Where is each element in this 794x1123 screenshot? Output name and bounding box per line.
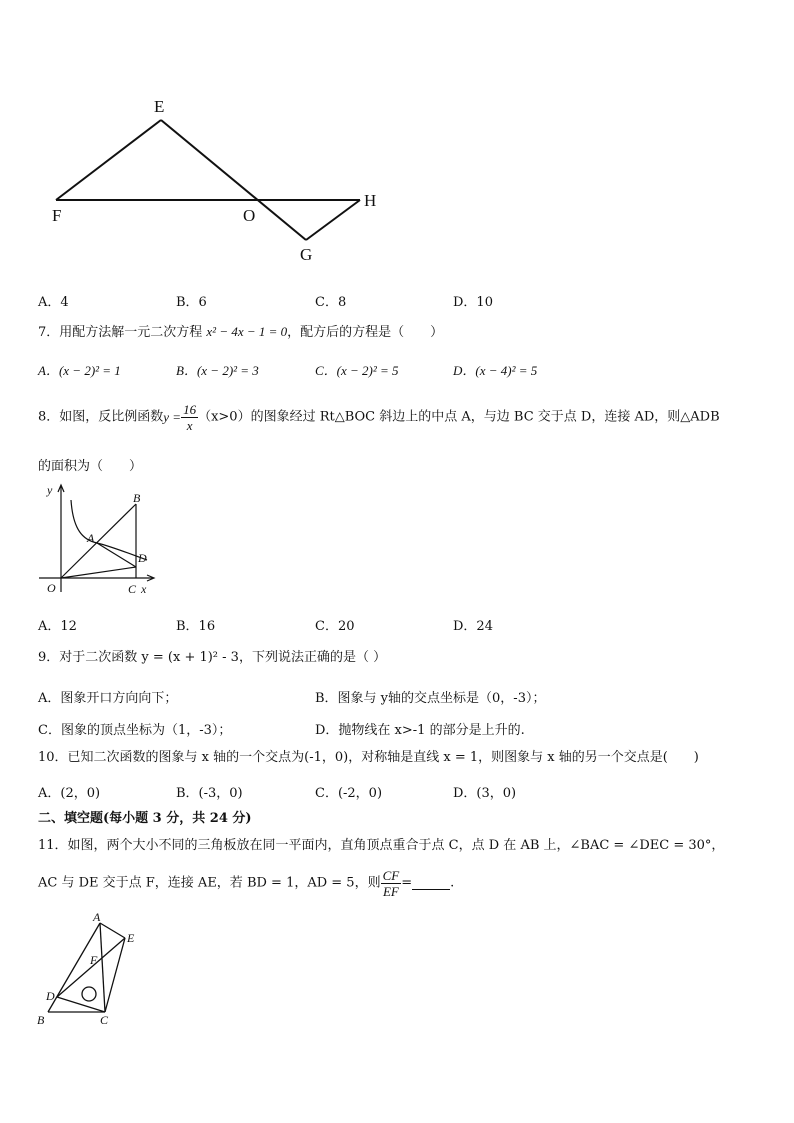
q6-option-a[interactable]: A．4	[38, 295, 69, 310]
label-x: x	[141, 582, 147, 596]
label-a: A	[87, 531, 95, 545]
label-o: O	[243, 206, 256, 225]
label-d: D	[138, 551, 147, 565]
q10-option-d[interactable]: D．(3，0)	[453, 786, 517, 801]
label-c: C	[128, 582, 137, 596]
q7-equation: x² − 4x − 1 = 0	[206, 324, 288, 339]
label-h: H	[364, 191, 377, 210]
q8-option-b[interactable]: B．16	[176, 619, 216, 634]
label-d: D	[46, 989, 55, 1003]
q8-stem: 8．如图，反比例函数y = $\frac{16}{x}$ （x>0）的图象经过 Rt△BOC 斜边上的中点 A，与边 BC 交于点 D，连接 AD，则△ADB	[38, 402, 720, 433]
label-o: O	[47, 581, 56, 595]
figure-q8	[35, 480, 160, 598]
label-b: B	[37, 1013, 45, 1027]
q8-option-c[interactable]: C．20	[315, 619, 355, 634]
segment-fe	[56, 120, 161, 200]
q7-option-a[interactable]: A．(x − 2)² = 1	[38, 363, 121, 378]
segment-de	[57, 938, 125, 997]
q7-option-d[interactable]: D．(x − 4)² = 5	[453, 363, 538, 378]
segment-ad	[97, 543, 136, 567]
label-a: A	[93, 910, 101, 924]
label-e: E	[154, 97, 165, 116]
segment-hg	[306, 200, 360, 240]
segment-ae	[100, 923, 125, 938]
segment-ab	[48, 923, 100, 1012]
q9-option-c[interactable]: C．图象的顶点坐标为（1，-3）；	[38, 723, 232, 738]
q6-option-b[interactable]: B．6	[176, 295, 207, 310]
q9-stem: 9．对于二次函数 y = (x + 1)² - 3，下列说法正确的是（ ）	[38, 650, 387, 665]
segment-dc	[57, 997, 105, 1012]
q11-stem: 11．如图，两个大小不同的三角板放在同一平面内，直角顶点重合于点 C，点 D 在 AB 上，∠BAC = ∠DEC = 30°，	[38, 838, 725, 853]
segment-ob	[61, 504, 136, 578]
q6-option-c[interactable]: C．8	[315, 295, 347, 310]
segment-eg	[161, 120, 306, 240]
q7-stem: 7．用配方法解一元二次方程 x² − 4x − 1 = 0，配方后的方程是（ ）	[38, 324, 444, 340]
q9-option-d[interactable]: D．抛物线在 x>-1 的部分是上升的.	[315, 723, 525, 738]
q7-option-c[interactable]: C．(x − 2)² = 5	[315, 363, 399, 378]
label-f: F	[52, 206, 62, 225]
q9-option-a[interactable]: A．图象开口方向向下；	[38, 691, 178, 706]
label-g: G	[300, 245, 313, 264]
q8-option-a[interactable]: A．12	[38, 619, 77, 634]
label-e: E	[127, 931, 135, 945]
q11-stem-cont: AC 与 DE 交于点 F，连接 AE，若 BD = 1，AD = 5，则 $\frac{CF}{EF}$ = .	[38, 868, 455, 899]
triangle-hole-circle	[82, 987, 96, 1001]
segment-od	[61, 567, 136, 578]
label-c: C	[100, 1013, 109, 1027]
q10-option-a[interactable]: A．(2，0)	[38, 786, 101, 801]
section-heading: 二、填空题(每小题 3 分，共 24 分)	[38, 811, 252, 826]
segment-ac	[100, 923, 105, 1012]
figure-q11	[35, 908, 145, 1030]
q9-option-b[interactable]: B．图象与 y轴的交点坐标是（0，-3）；	[315, 691, 546, 706]
q10-stem: 10．已知二次函数的图象与 x 轴的一个交点为(-1，0)，对称轴是直线 x = 1，则图象与 x 轴的另一个交点是( )	[38, 750, 699, 765]
label-y: y	[47, 483, 53, 497]
q6-option-d[interactable]: D．10	[453, 295, 493, 310]
q7-option-b[interactable]: B．(x − 2)² = 3	[176, 363, 259, 378]
q8-stem-cont: 的面积为（ ）	[38, 459, 143, 474]
q8-fraction: $\frac{16}{x}$	[183, 402, 197, 433]
label-b: B	[133, 491, 141, 505]
figure-q6	[40, 90, 400, 270]
q10-option-b[interactable]: B．(-3，0)	[176, 786, 243, 801]
q8-option-d[interactable]: D．24	[453, 619, 493, 634]
answer-blank[interactable]	[412, 877, 450, 890]
segment-ec	[105, 938, 125, 1012]
q11-fraction: $\frac{CF}{EF}$	[382, 868, 400, 899]
q10-option-c[interactable]: C．(-2，0)	[315, 786, 383, 801]
label-f: F	[90, 953, 98, 967]
